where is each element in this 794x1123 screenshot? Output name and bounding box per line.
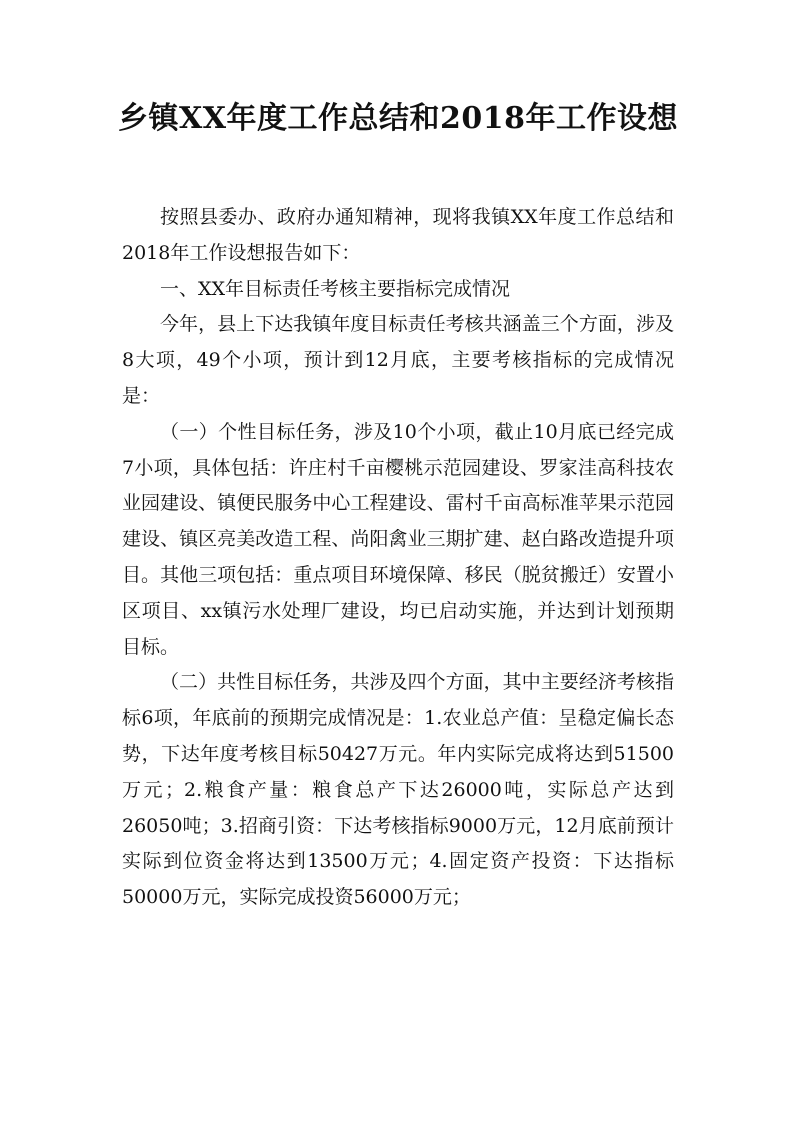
document-title: 乡镇XX年度工作总结和2018年工作设想: [117, 101, 679, 136]
document-body: [122, 200, 674, 916]
section-heading: 一、XX年目标责任考核主要指标完成情况: [160, 277, 511, 300]
common-tasks-paragraph: （二）共性目标任务，共涉及四个方面，其中主要经济考核指标6项，年底前的预期完成情况是：1.农业总产值：呈稳定偏长态势，下达年度考核目标50427万元。年内实际完成将达到51500万元；2.粮食产量：粮食总产下达26000吨，实际总产达到26050吨；3.招商引资：下达考核指标9000万元，12月底前预计实际到位资金将达到13500万元；4.固定资产投资：下达指标50000万元，实际完成投资56000万元；: [122, 671, 674, 909]
overview-paragraph: 今年，县上下达我镇年度目标责任考核共涵盖三个方面，涉及8大项，49个小项，预计到12月底，主要考核指标的完成情况是：: [122, 313, 674, 407]
intro-paragraph: 按照县委办、政府办通知精神，现将我镇XX年度工作总结和2018年工作设想报告如下：: [122, 206, 674, 264]
individual-tasks-paragraph: （一）个性目标任务，涉及10个小项，截止10月底已经完成7小项，具体包括：许庄村千亩樱桃示范园建设、罗家洼高科技农业园建设、镇便民服务中心工程建设、雷村千亩高标准苹果示范园建设、镇区亮美改造工程、尚阳禽业三期扩建、赵白路改造提升项目。其他三项包括：重点项目环境保障、移民（脱贫搬迁）安置小区项目、xx镇污水处理厂建设，均已启动实施，并达到计划预期目标。: [122, 420, 674, 658]
